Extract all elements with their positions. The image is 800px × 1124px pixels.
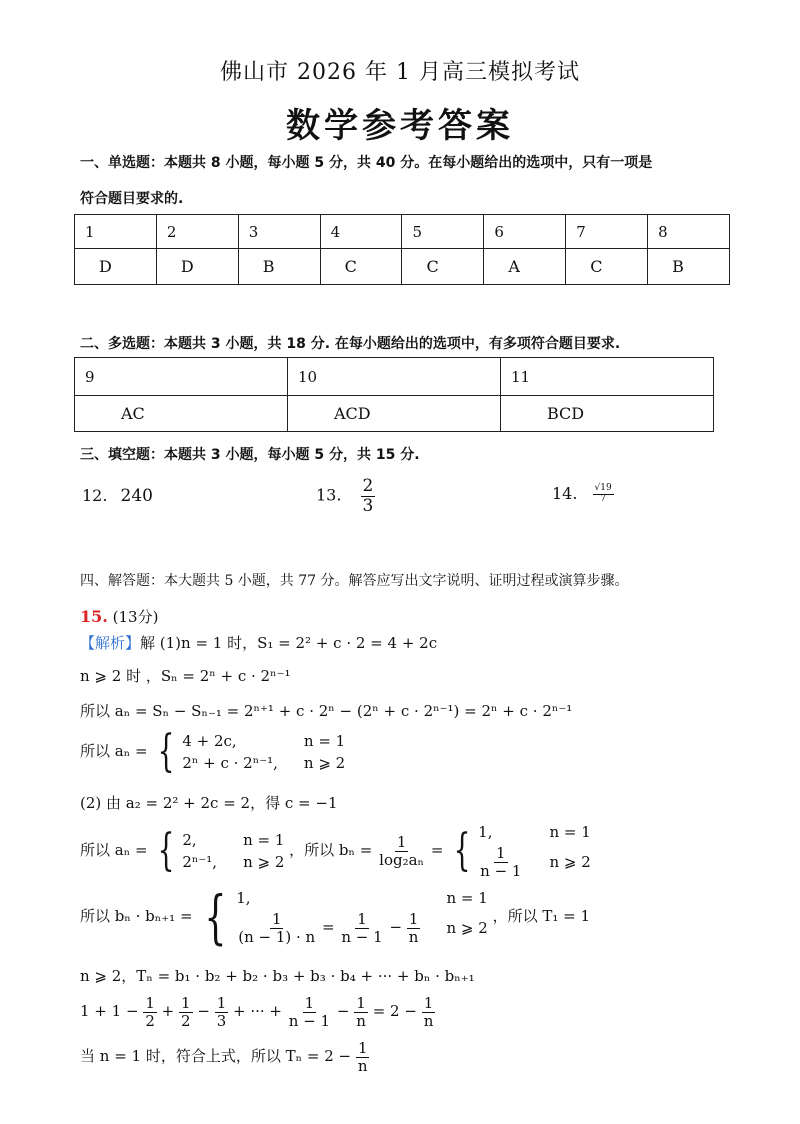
multi-choice-answer-table: [74, 357, 714, 432]
fraction-numerator: 1: [145, 994, 155, 1012]
fraction-denominator: 7: [600, 494, 606, 504]
section1-heading-line1: 一、单选题：本题共 8 小题，每小题 5 分，共 40 分。在每小题给出的选项中，只有一项是: [80, 155, 653, 171]
exam-subtitle: 佛山市 2026 年 1 月高三模拟考试: [220, 60, 580, 85]
fraction: [236, 911, 317, 945]
table-cell: 10: [288, 358, 501, 396]
fraction-numerator: 1: [357, 910, 367, 928]
case-cond: n ⩾ 2: [303, 754, 346, 772]
solution-line-6: [80, 823, 591, 879]
solution-text: = 2 −: [372, 1002, 417, 1020]
minus-sign: −: [197, 1002, 210, 1020]
solution-text: 所以 aₙ =: [80, 841, 148, 859]
fraction: [215, 995, 229, 1029]
case-cond: n ⩾ 2: [549, 853, 591, 871]
case-cond: n = 1: [446, 889, 488, 907]
solution-text: + ··· +: [233, 1002, 282, 1020]
solution-line-3: 所以 aₙ = Sₙ − Sₙ₋₁ = 2ⁿ⁺¹ + c · 2ⁿ − (2ⁿ + c · 2ⁿ⁻¹) = 2ⁿ + c · 2ⁿ⁻¹: [80, 702, 573, 720]
answer-fraction: [361, 477, 376, 515]
fraction: [407, 911, 421, 945]
fraction-numerator: 1: [304, 994, 315, 1012]
minus-sign: −: [389, 918, 403, 936]
answer-value: 240: [120, 486, 153, 506]
fill-answer-12: [82, 486, 153, 506]
fraction-numerator: 1: [216, 994, 227, 1012]
section2-heading: 二、多选题：本题共 3 小题，共 18 分. 在每小题给出的选项中，有多项符合题目要求.: [80, 336, 621, 352]
solution-text: ，所以 bₙ =: [289, 841, 373, 859]
fraction-denominator: n − 1: [288, 1011, 331, 1030]
solution-text: ，所以 T₁ = 1: [492, 907, 590, 925]
solution-text: 当 n = 1 时，符合上式，所以 Tₙ = 2 −: [80, 1047, 352, 1065]
case-expr: 2,: [182, 831, 197, 849]
fraction-denominator: n: [423, 1011, 434, 1030]
table-cell: 5: [402, 215, 484, 249]
section1-heading-line2: 符合题目要求的.: [80, 191, 184, 207]
piecewise-expression: [152, 825, 285, 876]
page-title: 数学参考答案: [286, 106, 514, 146]
fraction: [339, 911, 384, 945]
fraction-numerator: 1: [181, 994, 191, 1012]
case-expr: 2ⁿ⁻¹,: [182, 853, 218, 871]
section3-heading: 三、填空题：本题共 3 小题，每小题 5 分，共 15 分.: [80, 447, 420, 463]
fraction-numerator: 1: [271, 910, 282, 928]
fraction-denominator: 3: [216, 1011, 227, 1030]
section4-heading: 四、解答题：本大题共 5 小题，共 77 分。解答应写出文字说明、证明过程或演算步骤。: [80, 573, 629, 589]
fraction: [356, 1040, 370, 1074]
question-number: 15.: [80, 607, 108, 626]
fraction-denominator: 2: [181, 1011, 191, 1030]
case-expr: 4 + 2c,: [182, 732, 237, 750]
table-cell: ACD: [288, 396, 501, 432]
fraction-denominator: (n − 1) · n: [238, 927, 316, 946]
question-label: 12.: [82, 486, 108, 505]
solution-text: 解 (1)n = 1 时，S₁ = 2² + c · 2 = 4 + 2c: [140, 634, 438, 652]
fraction: [354, 995, 368, 1029]
fraction: [422, 995, 436, 1029]
fraction: [377, 834, 426, 868]
fill-answer-14: [552, 484, 614, 505]
case-expr: 1,: [236, 889, 251, 907]
fraction-numerator: 1: [396, 833, 407, 851]
table-cell: B: [238, 249, 320, 285]
table-cell: 1: [75, 215, 157, 249]
solution-line-5: (2) 由 a₂ = 2² + 2c = 2，得 c = −1: [80, 794, 338, 812]
left-brace: {: [157, 825, 175, 876]
table-header-row: [75, 215, 730, 249]
plus-sign: +: [161, 1002, 175, 1020]
piecewise-expression: [448, 823, 591, 879]
piecewise-expression: [152, 726, 346, 777]
table-answer-row: [75, 396, 714, 432]
answer-fraction: [593, 484, 614, 505]
table-cell: BCD: [501, 396, 714, 432]
fraction-denominator: log₂aₙ: [379, 850, 425, 869]
fraction-numerator: 1: [357, 1039, 368, 1057]
fraction-numerator: √19: [594, 483, 612, 494]
case-cond: n = 1: [549, 823, 591, 841]
equals-sign: =: [430, 841, 444, 859]
case-cond: n = 1: [243, 831, 285, 849]
fraction-denominator: 3: [362, 495, 374, 516]
table-cell: C: [402, 249, 484, 285]
table-cell: B: [648, 249, 730, 285]
case-expr: 2ⁿ + c · 2ⁿ⁻¹,: [182, 754, 278, 772]
piecewise-expression: [197, 883, 488, 951]
solution-line-8: n ⩾ 2，Tₙ = b₁ · b₂ + b₂ · b₃ + b₃ · b₄ + ··· + bₙ · bₙ₊₁: [80, 967, 475, 985]
table-answer-row: [75, 249, 730, 285]
fraction-numerator: 1: [408, 910, 419, 928]
fill-answer-13: [316, 477, 375, 515]
table-cell: 2: [156, 215, 238, 249]
left-brace: {: [204, 883, 227, 951]
solution-text: 所以 bₙ · bₙ₊₁ =: [80, 907, 193, 925]
table-header-row: [75, 358, 714, 396]
case-expr: 1,: [478, 823, 493, 841]
solution-line-9: [80, 995, 435, 1029]
solution-text: 1 + 1 −: [80, 1002, 139, 1020]
fraction-denominator: 2: [145, 1011, 155, 1030]
table-cell: 8: [648, 215, 730, 249]
fraction-denominator: n − 1: [480, 861, 522, 880]
table-cell: 11: [501, 358, 714, 396]
question-score: (13分): [112, 608, 159, 626]
table-cell: AC: [75, 396, 288, 432]
question-label: 13.: [316, 485, 342, 505]
table-cell: D: [156, 249, 238, 285]
table-cell: 6: [484, 215, 566, 249]
fraction-denominator: n: [357, 1056, 368, 1075]
fraction: [143, 995, 157, 1029]
table-cell: 4: [320, 215, 402, 249]
fraction-denominator: n: [408, 927, 419, 946]
solution-line-2: n ⩾ 2 时 ，Sₙ = 2ⁿ + c · 2ⁿ⁻¹: [80, 667, 291, 685]
case-cond: n = 1: [303, 732, 346, 750]
case-cond: n ⩾ 2: [446, 919, 488, 937]
solution-line-10: [80, 1040, 370, 1074]
table-cell: 9: [75, 358, 288, 396]
fraction: [287, 995, 332, 1029]
solution-line-1: [80, 632, 437, 653]
single-choice-answer-table: [74, 214, 730, 285]
case-expr: [236, 911, 420, 945]
question-15-header: [80, 606, 158, 627]
fraction-denominator: n − 1: [341, 927, 383, 946]
table-cell: 7: [566, 215, 648, 249]
table-cell: C: [566, 249, 648, 285]
fraction: [179, 995, 193, 1029]
fraction-numerator: 1: [356, 994, 366, 1012]
solution-text: 所以 aₙ =: [80, 742, 148, 760]
fraction: [478, 845, 523, 879]
solution-line-7: [80, 883, 590, 951]
table-cell: 3: [238, 215, 320, 249]
table-cell: A: [484, 249, 566, 285]
case-cond: n ⩾ 2: [243, 853, 285, 871]
table-cell: D: [75, 249, 157, 285]
table-cell: C: [320, 249, 402, 285]
question-label: 14.: [552, 484, 578, 503]
minus-sign: −: [336, 1002, 350, 1020]
equals-sign: =: [321, 918, 335, 936]
solution-line-4: [80, 726, 346, 777]
analysis-tag: 【解析】: [80, 634, 141, 652]
fraction-numerator: 1: [496, 844, 506, 862]
left-brace: {: [453, 825, 471, 876]
fraction-numerator: 2: [362, 476, 374, 496]
fraction-numerator: 1: [423, 994, 434, 1012]
fraction-denominator: n: [356, 1011, 366, 1030]
left-brace: {: [157, 726, 175, 777]
